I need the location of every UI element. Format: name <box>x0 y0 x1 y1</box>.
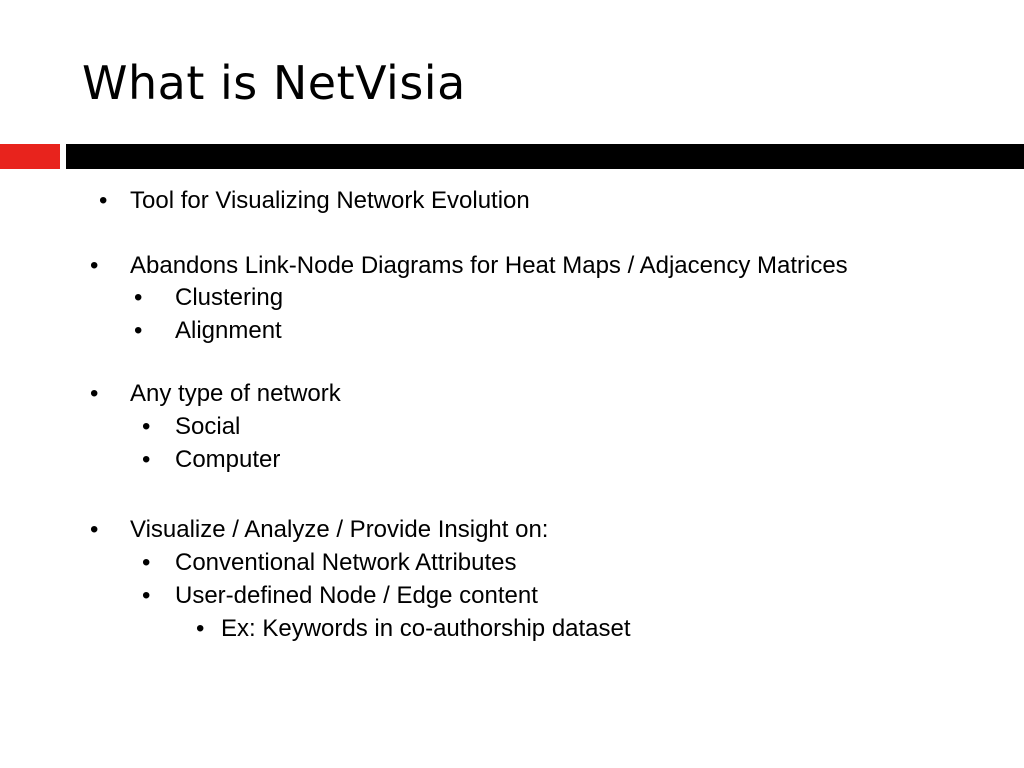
bullet-dot: • <box>90 380 99 407</box>
bullet-level2 <box>142 412 241 442</box>
bullet-level1 <box>90 379 341 409</box>
bullet-dot: • <box>142 413 151 440</box>
bullet-text: Alignment <box>175 317 282 344</box>
bullet-text: Tool for Visualizing Network Evolution <box>130 187 530 214</box>
bullet-text: User-defined Node / Edge content <box>175 582 538 609</box>
bullet-dot: • <box>142 446 151 473</box>
slide-title: What is NetVisia <box>82 56 466 110</box>
bullet-text: Computer <box>175 446 281 473</box>
accent-red-block <box>0 144 60 169</box>
bullet-text: Ex: Keywords in co-authorship dataset <box>221 615 631 642</box>
bullet-dot: • <box>90 516 99 543</box>
bullet-text: Social <box>175 413 241 440</box>
bullet-level2 <box>134 283 284 313</box>
accent-black-bar <box>66 144 1024 169</box>
bullet-level2 <box>142 581 538 611</box>
bullet-dot: • <box>134 284 143 311</box>
bullet-text: Any type of network <box>130 380 341 407</box>
bullet-text: Abandons Link-Node Diagrams for Heat Maps / Adjacency Matrices <box>130 252 848 279</box>
bullet-text: Clustering <box>175 284 284 311</box>
bullet-text: Visualize / Analyze / Provide Insight on: <box>130 516 549 543</box>
bullet-dot: • <box>134 317 143 344</box>
bullet-dot: • <box>196 615 205 642</box>
bullet-dot: • <box>142 582 151 609</box>
bullet-level3 <box>196 614 631 644</box>
bullet-text: Conventional Network Attributes <box>175 549 517 576</box>
bullet-level2 <box>142 548 517 578</box>
bullet-dot: • <box>99 187 108 214</box>
bullet-level1 <box>90 251 848 281</box>
bullet-dot: • <box>142 549 151 576</box>
bullet-level2 <box>142 445 281 475</box>
bullet-level1 <box>90 515 549 545</box>
bullet-level1 <box>99 186 530 216</box>
bullet-dot: • <box>90 252 99 279</box>
bullet-level2 <box>134 316 282 346</box>
